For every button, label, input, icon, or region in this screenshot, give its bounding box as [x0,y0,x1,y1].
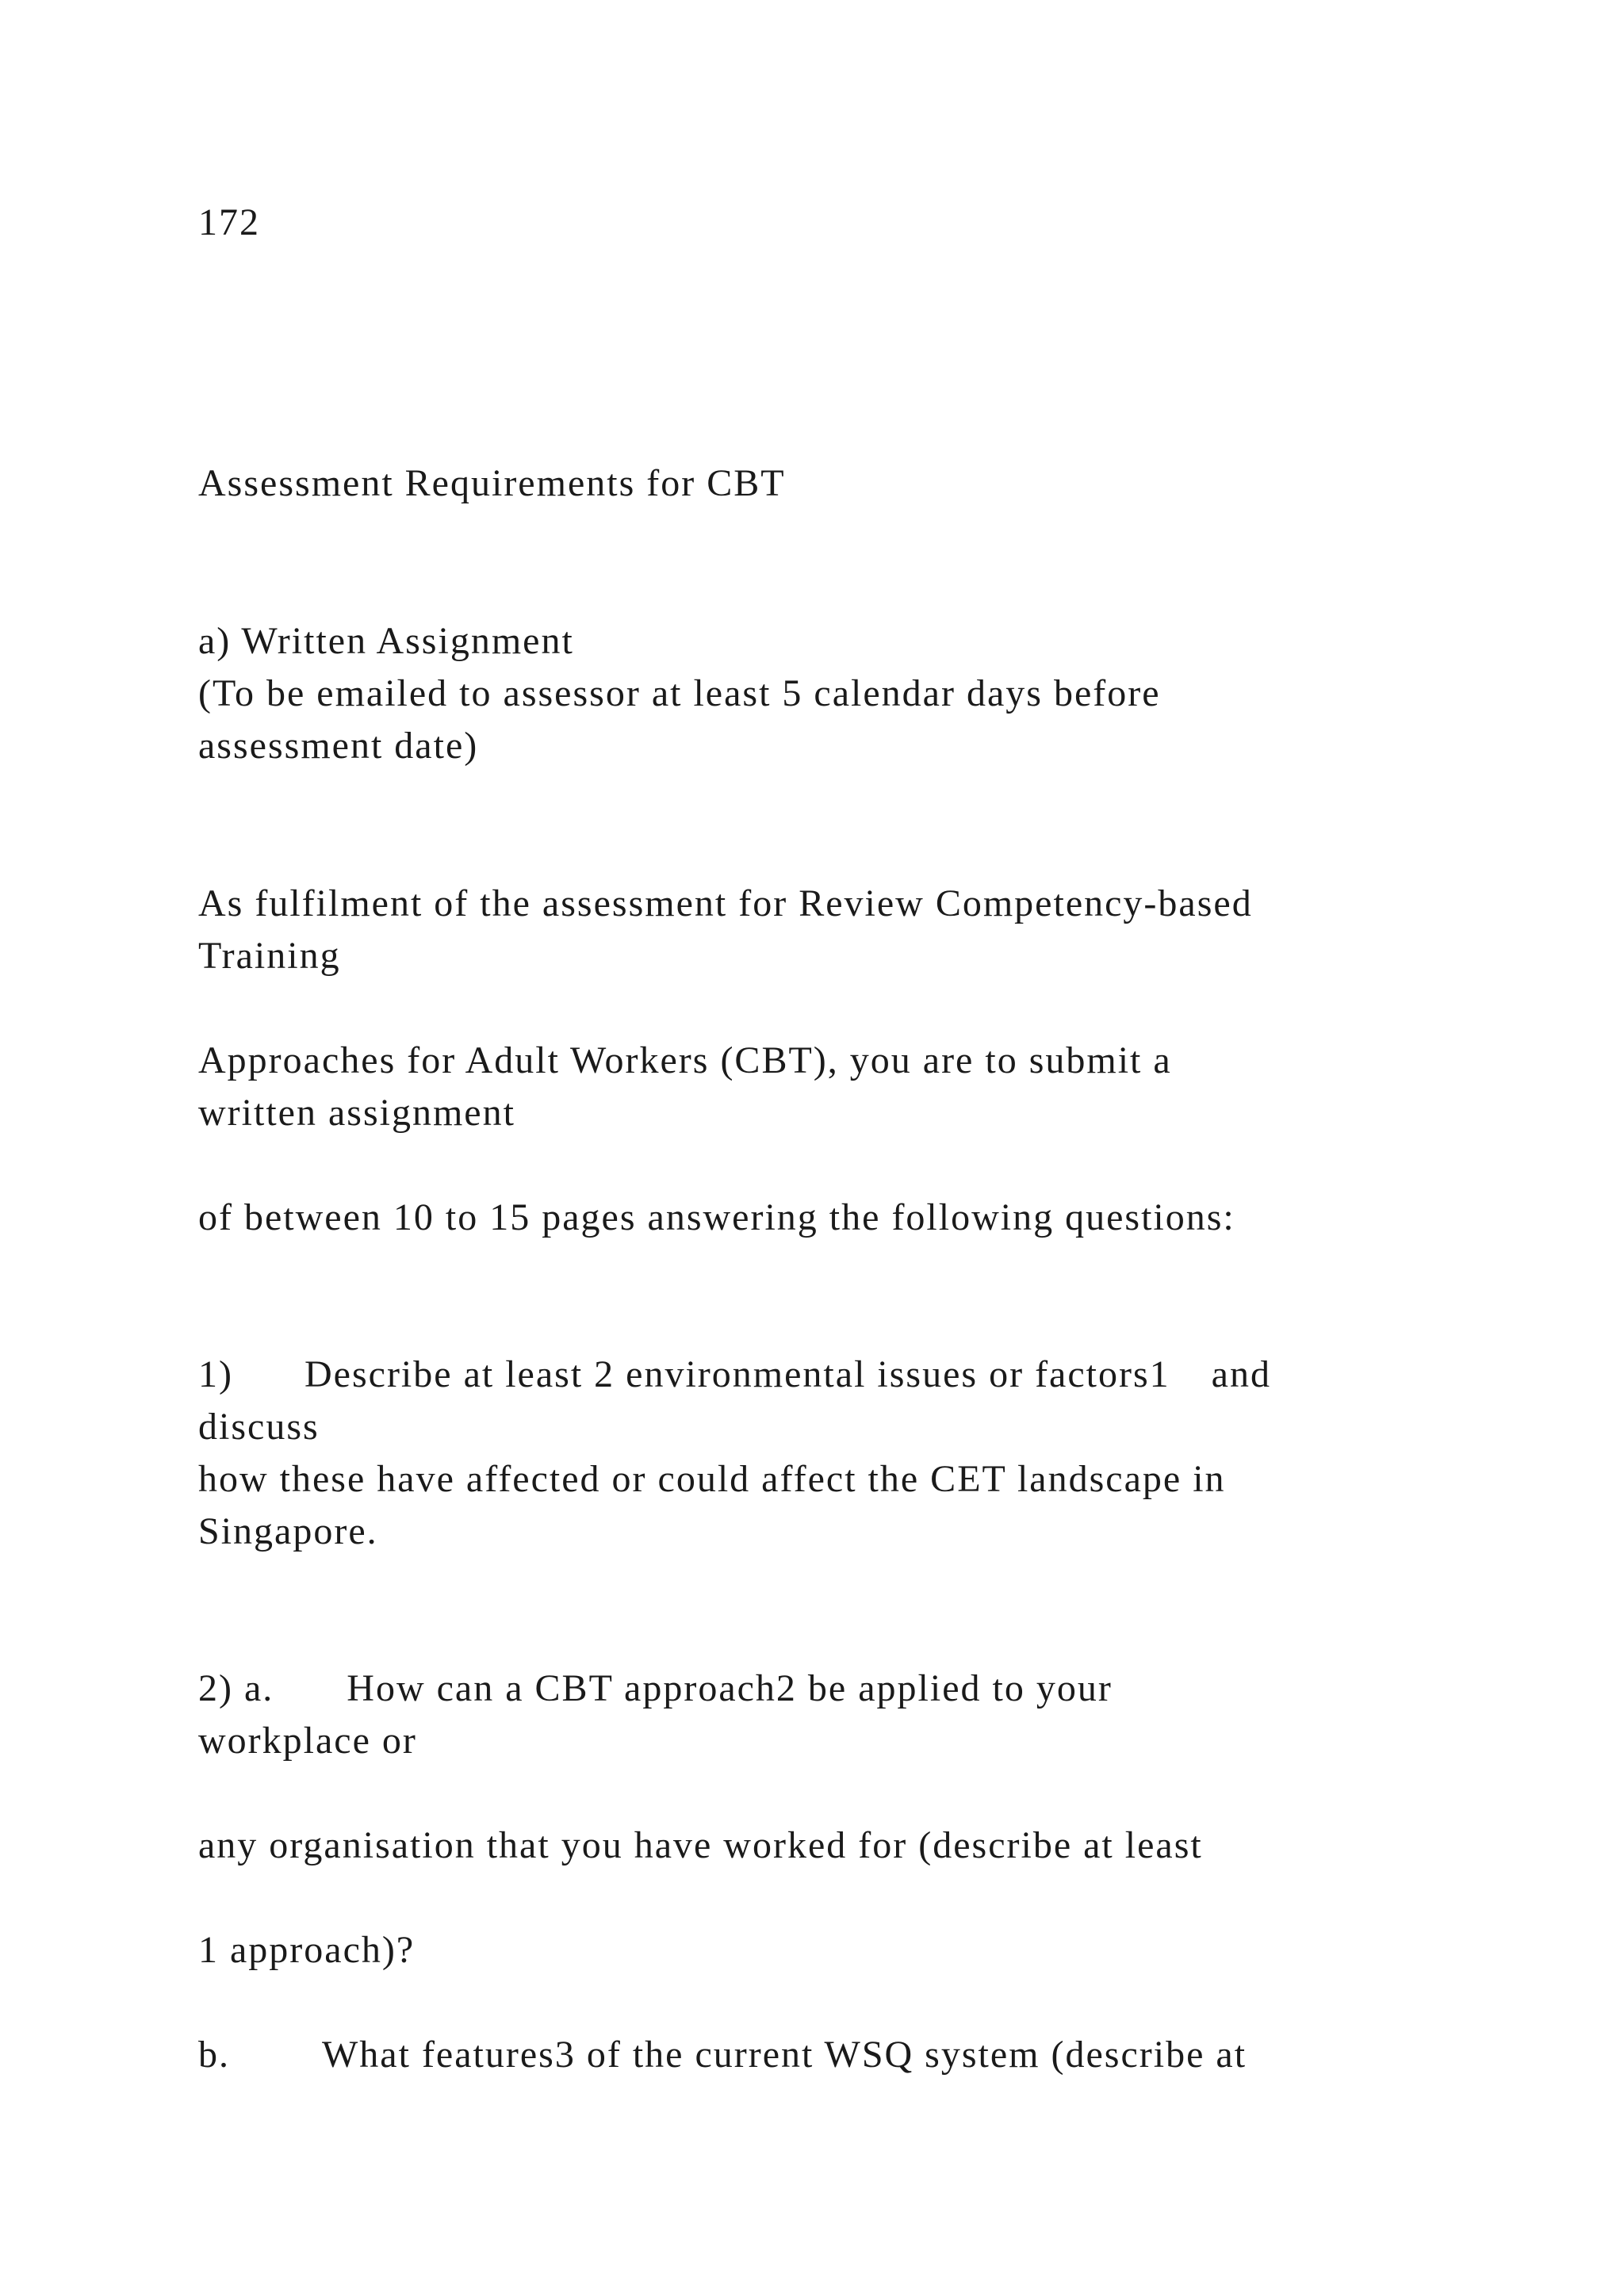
intro-paragraph-1-cont: Training [198,935,341,977]
question-2a-text: How can a CBT approach2 be applied to your [347,1667,1113,1709]
intro-paragraph-2: Approaches for Adult Workers (CBT), you are to submit a [198,1039,1172,1081]
question-1-text: Describe at least 2 environmental issues or factors1 [304,1353,1170,1395]
question-2a-cont-2: any organisation that you have worked for (describe at least [198,1824,1203,1866]
page-number: 172 [198,201,260,243]
intro-paragraph-3: of between 10 to 15 pages answering the following questions: [198,1196,1235,1238]
question-2a-number: 2) a. [198,1667,274,1709]
question-2a-line [198,1663,1113,1715]
question-2b-label: b. [198,2034,230,2076]
question-2a-cont-3: 1 approach)? [198,1929,416,1971]
section-a-note-cont: assessment date) [198,725,479,767]
question-2b-text: What features3 of the current WSQ system (describe at [322,2034,1247,2076]
section-a-note: (To be emailed to assessor at least 5 calendar days before [198,672,1161,714]
intro-paragraph-1: As fulfilment of the assessment for Review Competency-based [198,882,1253,924]
question-1-cont-2: how these have affected or could affect the CET landscape in [198,1458,1226,1500]
question-1-tail: and [1211,1353,1271,1395]
question-1-number: 1) [198,1353,233,1395]
question-1-cont-3: Singapore. [198,1510,378,1552]
question-1-cont-1: discuss [198,1406,320,1448]
question-2b-line [198,2029,1247,2081]
document-title: Assessment Requirements for CBT [198,462,786,504]
intro-paragraph-2-cont: written assignment [198,1092,515,1134]
section-a-heading: a) Written Assignment [198,620,574,662]
question-2a-cont-1: workplace or [198,1720,417,1762]
question-1-line [198,1349,1271,1401]
